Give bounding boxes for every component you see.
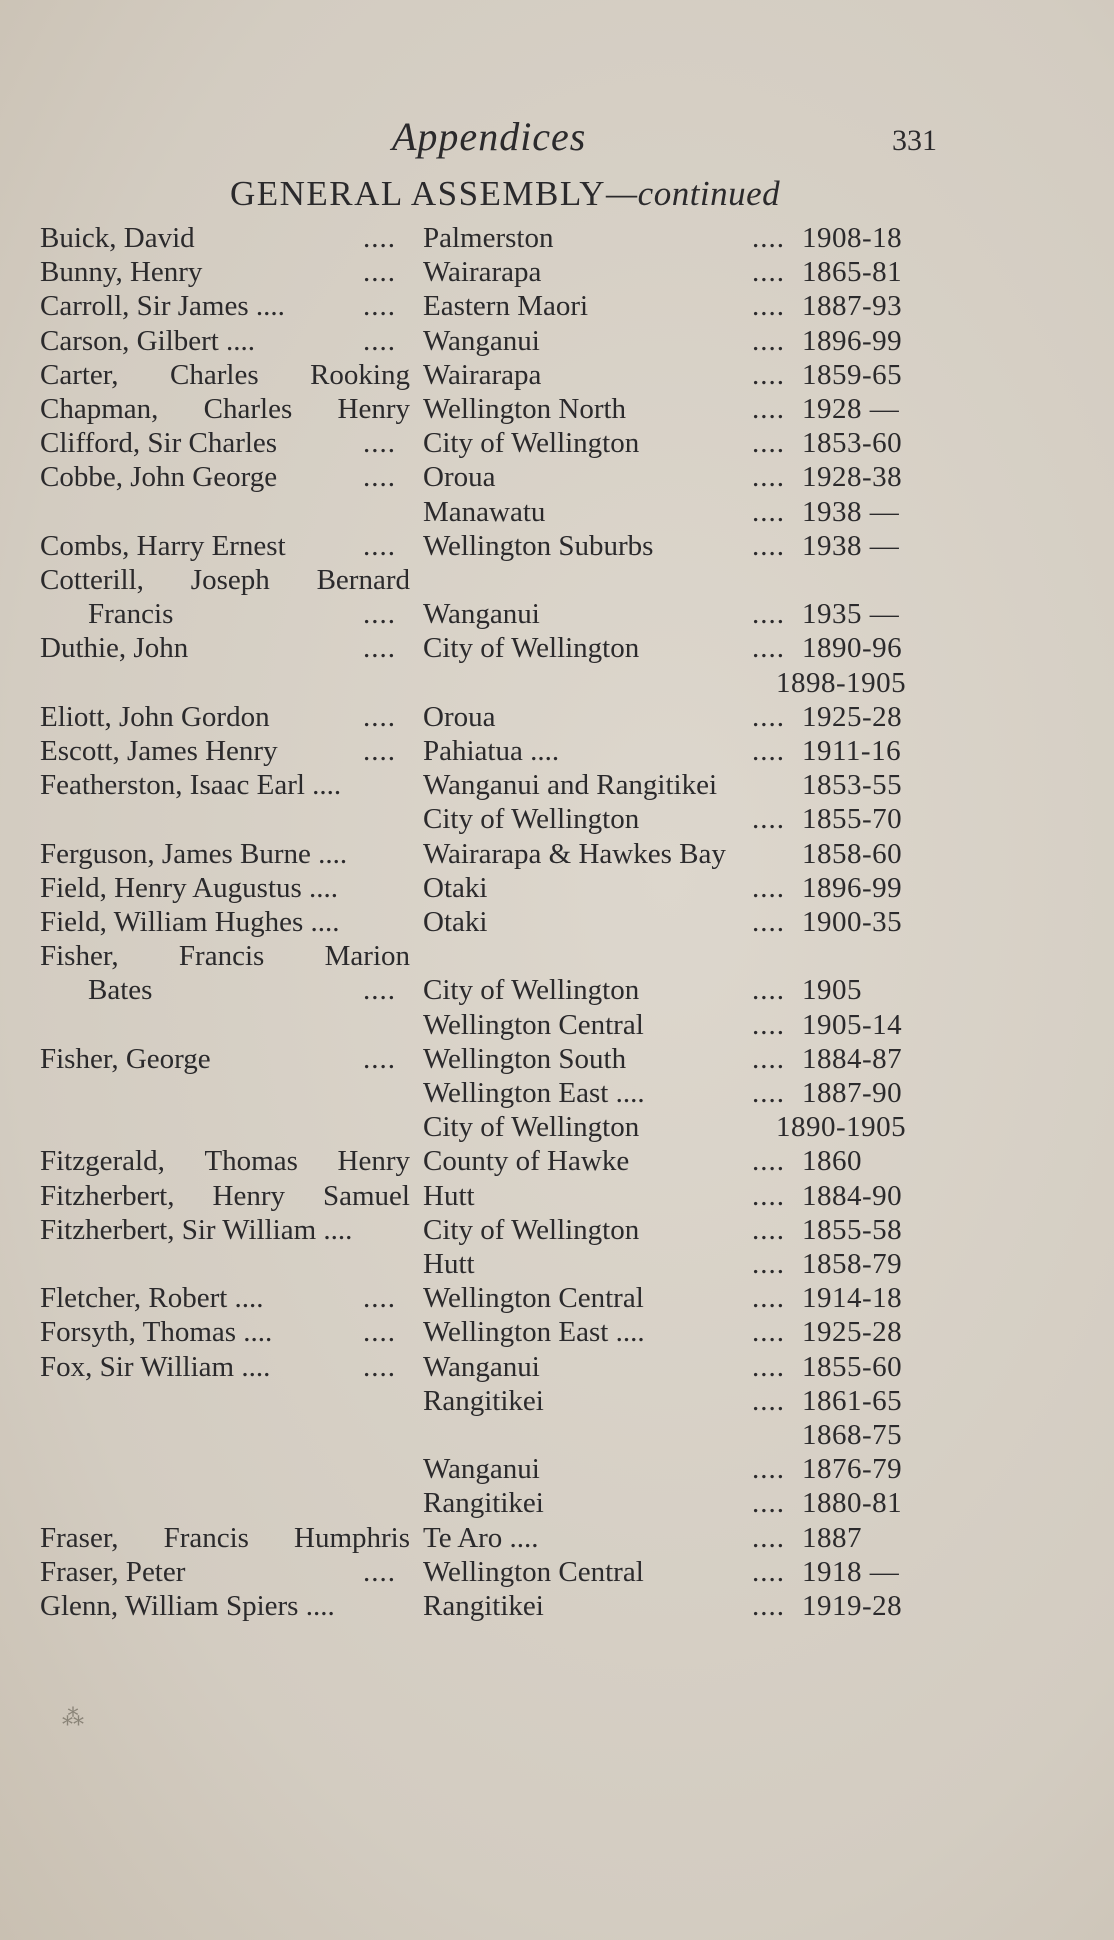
table-row (0, 1248, 1114, 1282)
table-row (0, 1351, 1114, 1385)
constituency: Hutt (423, 1248, 475, 1280)
leader-dots: .... (752, 906, 785, 938)
service-years: 1853-60 (802, 427, 903, 460)
constituency: Pahiatua .... (423, 735, 560, 767)
leader-dots: .... (752, 1453, 785, 1486)
constituency: Wairarapa & Hawkes Bay (423, 837, 726, 870)
table-row (0, 496, 1114, 530)
service-years: 1928-38 (802, 461, 903, 494)
table-row (0, 1009, 1114, 1043)
member-name-word: Charles (203, 393, 293, 425)
leader-dots: .... (752, 1248, 785, 1280)
table-row (0, 701, 1114, 735)
constituency: Otaki (423, 906, 488, 938)
constituency: Wairarapa (423, 358, 542, 391)
service-years: 1887 (802, 1521, 862, 1554)
constituency: Manawatu (423, 495, 546, 528)
table-row (0, 598, 1114, 632)
member-name: Featherston, Isaac Earl .... (40, 769, 342, 802)
member-name (40, 1522, 410, 1555)
constituency: Wellington East .... (423, 1316, 645, 1349)
member-name-word: Humphris (294, 1521, 410, 1554)
member-name: Eliott, John Gordon (40, 700, 270, 733)
table-row (0, 1145, 1114, 1179)
leader-dots: .... (363, 735, 396, 767)
constituency: Wanganui (423, 598, 540, 631)
leader-dots: .... (363, 461, 396, 494)
table-row (0, 1487, 1114, 1521)
member-name: Fox, Sir William .... (40, 1350, 271, 1383)
leader-dots: .... (752, 1077, 785, 1109)
member-name: Fraser, Peter (40, 1555, 186, 1588)
table-row (0, 1043, 1114, 1077)
member-name: Combs, Harry Ernest (40, 529, 286, 562)
service-years: 1935 — (802, 598, 900, 631)
table-row (0, 290, 1114, 324)
member-name: Field, William Hughes .... (40, 906, 340, 938)
service-years: 1876-79 (802, 1453, 903, 1486)
service-years: 1938 — (802, 529, 900, 562)
member-name-word: Samuel (323, 1179, 410, 1212)
table-row (0, 1180, 1114, 1214)
service-years: 1855-60 (802, 1350, 903, 1383)
member-name: Bates (88, 974, 153, 1007)
service-years: 1900-35 (802, 906, 903, 938)
service-years: 1855-58 (802, 1213, 903, 1246)
constituency: County of Hawke (423, 1145, 630, 1178)
service-years: 1853-55 (802, 769, 903, 802)
service-years: 1914-18 (802, 1282, 903, 1315)
leader-dots: .... (752, 632, 785, 665)
table-row (0, 667, 1114, 701)
constituency: Wellington East .... (423, 1077, 645, 1109)
member-name-word: Francis (178, 940, 265, 973)
constituency: Rangitikei (423, 1384, 544, 1417)
leader-dots: .... (752, 1213, 785, 1246)
member-name-word: Carter, (40, 358, 119, 391)
member-name (40, 1145, 410, 1178)
service-years: 1925-28 (802, 1316, 903, 1349)
service-years: 1890-96 (802, 632, 903, 665)
leader-dots: .... (752, 974, 785, 1007)
table-row (0, 325, 1114, 359)
table-row (0, 1453, 1114, 1487)
leader-dots: .... (752, 427, 785, 460)
service-years: 1887-93 (802, 290, 903, 323)
constituency: City of Wellington (423, 974, 640, 1007)
member-name: Forsyth, Thomas .... (40, 1316, 273, 1349)
table-row (0, 393, 1114, 427)
member-name-word: Fraser, (40, 1521, 119, 1554)
constituency: Oroua (423, 700, 496, 733)
leader-dots: .... (363, 632, 396, 665)
service-years: 1928 — (802, 393, 900, 425)
constituency: Wellington Suburbs (423, 529, 654, 562)
constituency: Rangitikei (423, 1590, 544, 1622)
constituency: Rangitikei (423, 1487, 544, 1520)
member-name: Carson, Gilbert .... (40, 324, 256, 357)
service-years: 1896-99 (802, 871, 903, 904)
leader-dots: .... (752, 598, 785, 631)
running-header: Appendices (392, 114, 587, 159)
leader-dots: .... (752, 1316, 785, 1349)
member-name (40, 393, 410, 426)
member-name-word: Rooking (310, 358, 410, 391)
member-name: Clifford, Sir Charles (40, 427, 278, 460)
table-row (0, 838, 1114, 872)
table-row (0, 222, 1114, 256)
member-name-word: Bernard (316, 564, 410, 596)
service-years: 1887-90 (802, 1077, 903, 1109)
leader-dots: .... (752, 1282, 785, 1315)
member-name: Fisher, George (40, 1042, 211, 1075)
leader-dots: .... (363, 427, 396, 460)
member-name: Fletcher, Robert .... (40, 1282, 264, 1315)
member-name: Ferguson, James Burne .... (40, 837, 348, 870)
member-name: Escott, James Henry (40, 735, 278, 767)
table-row (0, 1111, 1114, 1145)
constituency: Otaki (423, 871, 488, 904)
constituency: Wellington South (423, 1042, 627, 1075)
constituency: City of Wellington (423, 803, 640, 836)
leader-dots: .... (363, 1042, 396, 1075)
leader-dots: .... (363, 1555, 396, 1588)
constituency: Eastern Maori (423, 290, 589, 323)
constituency: Palmerston (423, 222, 554, 254)
service-years: 1884-87 (802, 1042, 903, 1075)
service-years: 1905 (802, 974, 862, 1007)
leader-dots: .... (752, 495, 785, 528)
constituency: City of Wellington (423, 1213, 640, 1246)
leader-dots: .... (363, 256, 396, 289)
leader-dots: .... (752, 1487, 785, 1520)
member-name-word: Francis (163, 1521, 249, 1554)
leader-dots: .... (752, 324, 785, 357)
page-number: 331 (892, 124, 937, 157)
paper-stain-mark: ⁂ (62, 1705, 84, 1730)
member-name (40, 359, 410, 392)
member-name: Cobbe, John George (40, 461, 278, 494)
member-name-word: Chapman, (40, 393, 159, 425)
constituency: Wellington Central (423, 1008, 644, 1041)
service-years: 1918 — (802, 1555, 900, 1588)
member-name-word: Fitzherbert, (40, 1179, 175, 1212)
table-row (0, 974, 1114, 1008)
table-row (0, 906, 1114, 940)
leader-dots: .... (752, 1521, 785, 1554)
leader-dots: .... (752, 871, 785, 904)
leader-dots: .... (752, 222, 785, 254)
constituency: Wellington Central (423, 1282, 644, 1315)
member-name: Fitzherbert, Sir William .... (40, 1213, 353, 1246)
service-years: 1908-18 (802, 222, 903, 254)
member-name: Glenn, William Spiers .... (40, 1590, 335, 1622)
constituency: Wanganui (423, 324, 540, 357)
constituency: Wanganui (423, 1453, 540, 1486)
table-row (0, 530, 1114, 564)
constituency: City of Wellington (423, 1111, 640, 1144)
leader-dots: .... (752, 1350, 785, 1383)
constituency: City of Wellington (423, 632, 640, 665)
leader-dots: .... (363, 1350, 396, 1383)
member-name-word: Charles (170, 358, 259, 391)
service-years: 1905-14 (802, 1008, 903, 1041)
leader-dots: .... (752, 700, 785, 733)
service-years: 1855-70 (802, 803, 903, 836)
leader-dots: .... (363, 324, 396, 357)
service-years: 1865-81 (802, 256, 903, 289)
member-name-word: Marion (324, 940, 410, 973)
constituency: Wellington North (423, 393, 627, 425)
table-row (0, 1419, 1114, 1453)
leader-dots: .... (752, 393, 785, 425)
table-row (0, 1282, 1114, 1316)
table-row (0, 1590, 1114, 1624)
service-years: 1919-28 (802, 1590, 903, 1622)
service-years: 1911-16 (802, 735, 902, 767)
table-row (0, 1385, 1114, 1419)
table-row (0, 1316, 1114, 1350)
member-name-word: Henry (212, 1179, 285, 1212)
table-row (0, 1077, 1114, 1111)
leader-dots: .... (752, 529, 785, 562)
leader-dots: .... (752, 1042, 785, 1075)
leader-dots: .... (752, 1590, 785, 1622)
leader-dots: .... (363, 529, 396, 562)
service-years: 1898-1905 (776, 666, 907, 699)
member-name-word: Henry (337, 393, 410, 425)
table-row (0, 461, 1114, 495)
member-name (40, 1180, 410, 1213)
leader-dots: .... (752, 461, 785, 494)
table-row (0, 632, 1114, 666)
leader-dots: .... (752, 1179, 785, 1212)
table-row (0, 1214, 1114, 1248)
service-years: 1880-81 (802, 1487, 903, 1520)
leader-dots: .... (752, 290, 785, 323)
leader-dots: .... (363, 222, 396, 254)
service-years: 1890-1905 (776, 1111, 907, 1144)
table-row (0, 803, 1114, 837)
service-years: 1858-60 (802, 837, 903, 870)
member-name-word: Joseph (190, 564, 270, 596)
table-row (0, 359, 1114, 393)
table-row (0, 427, 1114, 461)
constituency: Wanganui and Rangitikei (423, 769, 718, 802)
table-row (0, 1522, 1114, 1556)
service-years: 1884-90 (802, 1179, 903, 1212)
leader-dots: .... (363, 700, 396, 733)
table-row (0, 735, 1114, 769)
member-name: Carroll, Sir James .... (40, 290, 285, 323)
leader-dots: .... (363, 290, 396, 323)
leader-dots: .... (752, 1008, 785, 1041)
member-name-word: Cotterill, (40, 564, 144, 596)
leader-dots: .... (752, 1384, 785, 1417)
service-years: 1860 (802, 1145, 862, 1178)
member-name: Bunny, Henry (40, 256, 203, 289)
constituency: Wairarapa (423, 256, 542, 289)
constituency: Oroua (423, 461, 496, 494)
member-name-word: Thomas (204, 1145, 298, 1178)
constituency: Wellington Central (423, 1555, 644, 1588)
member-name (40, 564, 410, 597)
leader-dots: .... (752, 803, 785, 836)
leader-dots: .... (752, 1145, 785, 1178)
member-name: Field, Henry Augustus .... (40, 871, 339, 904)
member-name: Duthie, John (40, 632, 189, 665)
service-years: 1861-65 (802, 1384, 903, 1417)
section-title-text: GENERAL ASSEMBLY (230, 174, 607, 213)
table-row (0, 1556, 1114, 1590)
leader-dots: .... (363, 974, 396, 1007)
member-name: Buick, David (40, 222, 195, 254)
leader-dots: .... (752, 256, 785, 289)
table-row (0, 256, 1114, 290)
table-row (0, 564, 1114, 598)
constituency: City of Wellington (423, 427, 640, 460)
service-years: 1859-65 (802, 358, 903, 391)
table-row (0, 940, 1114, 974)
leader-dots: .... (752, 358, 785, 391)
leader-dots: .... (363, 598, 396, 631)
table-row (0, 872, 1114, 906)
constituency: Hutt (423, 1179, 475, 1212)
service-years: 1896-99 (802, 324, 903, 357)
leader-dots: .... (752, 1555, 785, 1588)
service-years: 1868-75 (802, 1419, 903, 1451)
member-name-word: Henry (337, 1145, 410, 1178)
constituency: Te Aro .... (423, 1521, 539, 1554)
section-title (230, 174, 780, 214)
leader-dots: .... (363, 1316, 396, 1349)
service-years: 1858-79 (802, 1248, 903, 1280)
section-title-suffix: —continued (606, 174, 781, 213)
member-name-word: Fisher, (40, 940, 119, 973)
service-years: 1938 — (802, 495, 900, 528)
service-years: 1925-28 (802, 700, 903, 733)
leader-dots: .... (363, 1282, 396, 1315)
member-name: Francis (88, 598, 174, 631)
table-row (0, 769, 1114, 803)
leader-dots: .... (752, 735, 785, 767)
member-name (40, 940, 410, 973)
member-name-word: Fitzgerald, (40, 1145, 165, 1178)
constituency: Wanganui (423, 1350, 540, 1383)
